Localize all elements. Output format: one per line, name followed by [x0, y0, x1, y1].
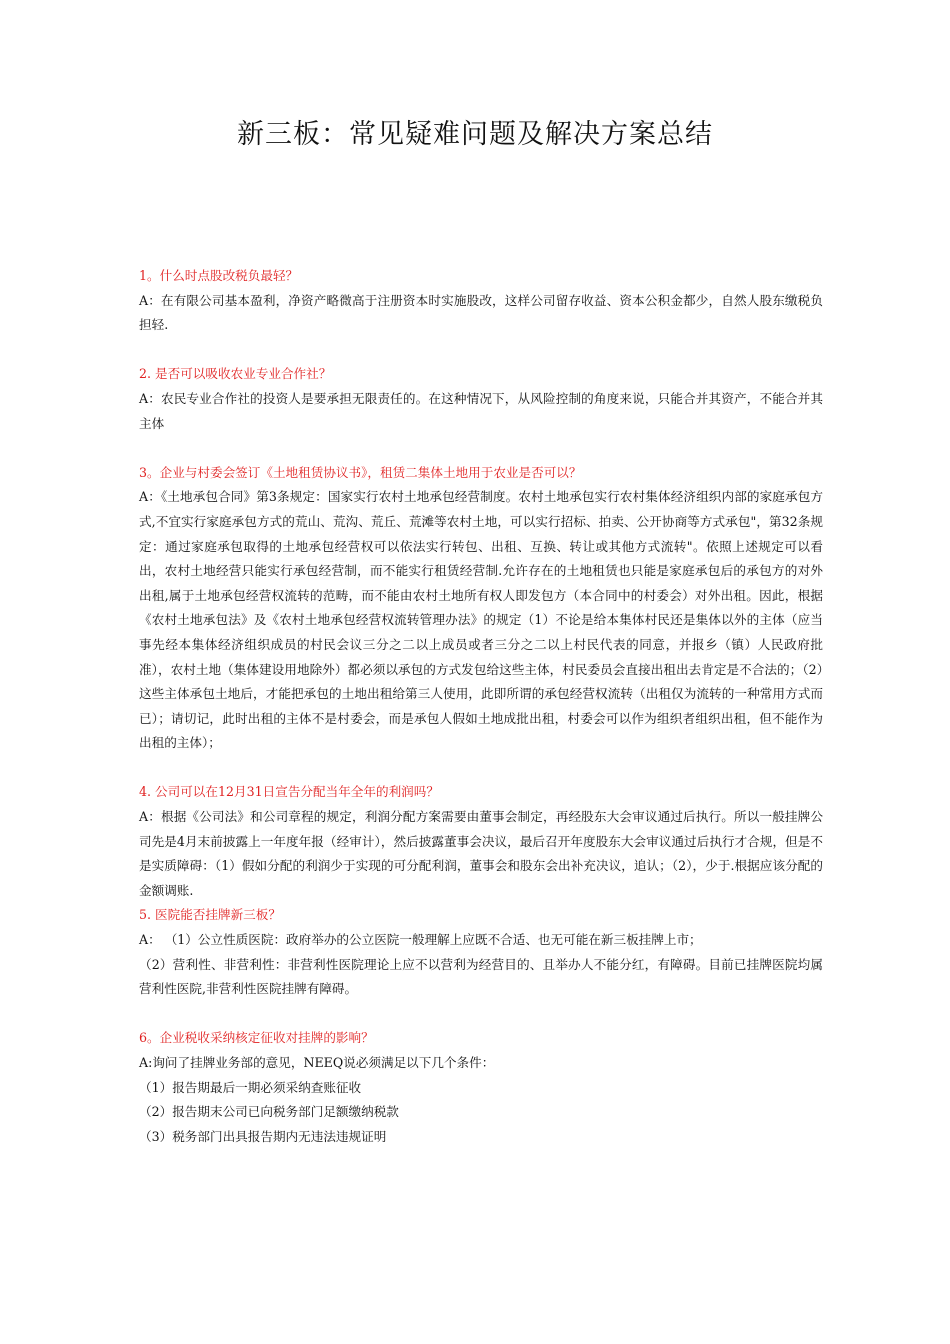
question-6: 6。企业税收采纳核定征收对挂牌的影响？ [139, 1030, 374, 1046]
question-2: 2. 是否可以吸收农业专业合作社？ [139, 366, 332, 382]
answer-1: A：在有限公司基本盈利，净资产略微高于注册资本时实施股改，这样公司留存收益、资本公积金都少，自然人股东缴税负担轻. [139, 292, 823, 333]
answer-5-line-1: A： （1）公立性质医院：政府举办的公立医院一般理解上应既不合适、也无可能在新三板挂牌上市； [139, 932, 702, 948]
answer-6-line-3: （2）报告期末公司已向税务部门足额缴纳税款 [139, 1104, 399, 1120]
document-body [139, 264, 823, 1149]
document-title: 新三板：常见疑难问题及解决方案总结 [237, 119, 713, 150]
question-4: 4. 公司可以在12月31日宣告分配当年全年的利润吗？ [139, 784, 439, 800]
qa-item-4 [139, 780, 823, 903]
answer-3: A：《土地承包合同》第3条规定：国家实行农村土地承包经营制度。农村土地承包实行农村集体经济组织内部的家庭承包方式,不宜实行家庭承包方式的荒山、荒沟、荒丘、荒滩等农村土地，可以实行招标、拍卖、公开协商等方式承包"，第32条规定：通过家庭承包取得的土地承包经营权可以依法实行转包、出租、互换、转让或其他方式流转"。依照上述规定可以看出，农村土地经营只能实行承包经营制，而不能实行租赁经营制.允许存在的土地租赁也只能是家庭承包后的承包方的对外出租,属于土地承包经营权流转的范畴，而不能由农村土地所有权人即发包方（本合同中的村委会）对外出租。因此，根据《农村土地承包法》及《农村土地承包经营权流转管理办法》的规定（1）不论是给本集体村民还是集体以外的主体（应当事先经本集体经济组织成员的村民会议三分之二以上成员或者三分之二以上村民代表的同意，并报乡（镇）人民政府批准），农村土地（集体建设用地除外）都必须以承包的方式发包给这些主体，村民委员会直接出租出去肯定是不合法的；（2）这些主体承包土地后，才能把承包的土地出租给第三人使用，此即所谓的承包经营权流转（出租仅为流转的一种常用方式而已）；请切记，此时出租的主体不是村委会，而是承包人假如土地成批出租，村委会可以作为组织者组织出租，但不能作为出租的主体）； [139, 489, 823, 751]
qa-item-6 [139, 1026, 823, 1149]
qa-item-1 [139, 264, 823, 338]
question-3: 3。企业与村委会签订《土地租赁协议书》，租赁二集体土地用于农业是否可以？ [139, 464, 582, 480]
qa-item-5 [139, 903, 823, 1001]
paragraph-gap [139, 1002, 823, 1027]
answer-4: A：根据《公司法》和公司章程的规定，利润分配方案需要由董事会制定，再经股东大会审议通过后执行。所以一般挂牌公司先是4月末前披露上一年度年报（经审计），然后披露董事会决议，最后召开年度股东大会审议通过后执行才合规，但是不是实质障碍：（1）假如分配的利润少于实现的可分配利润，董事会和股东会出补充决议，追认；（2），少于.根据应该分配的金额调账. [139, 809, 823, 898]
answer-5-line-2: （2）营利性、非营利性：非营利性医院理论上应不以营利为经营目的、且举办人不能分红，有障碍。目前已挂牌医院均属营利性医院,非营利性医院挂牌有障碍。 [139, 956, 823, 997]
paragraph-gap [139, 756, 823, 781]
qa-item-2 [139, 362, 823, 436]
question-1: 1。什么时点股改税负最轻？ [139, 268, 299, 283]
answer-6-line-4: （3）税务部门出具报告期内无违法违规证明 [139, 1128, 387, 1144]
qa-item-3 [139, 461, 823, 756]
paragraph-gap [139, 436, 823, 461]
answer-2: A：农民专业合作社的投资人是要承担无限责任的。在这种情况下，从风险控制的角度来说，只能合并其资产，不能合并其主体 [139, 390, 823, 431]
paragraph-gap [139, 338, 823, 363]
question-5: 5. 医院能否挂牌新三板？ [139, 907, 281, 923]
answer-6-line-1: A:询问了挂牌业务部的意见，NEEQ说必须满足以下几个条件： [139, 1055, 495, 1070]
answer-6-line-2: （1）报告期最后一期必须采纳查账征收 [139, 1079, 362, 1095]
